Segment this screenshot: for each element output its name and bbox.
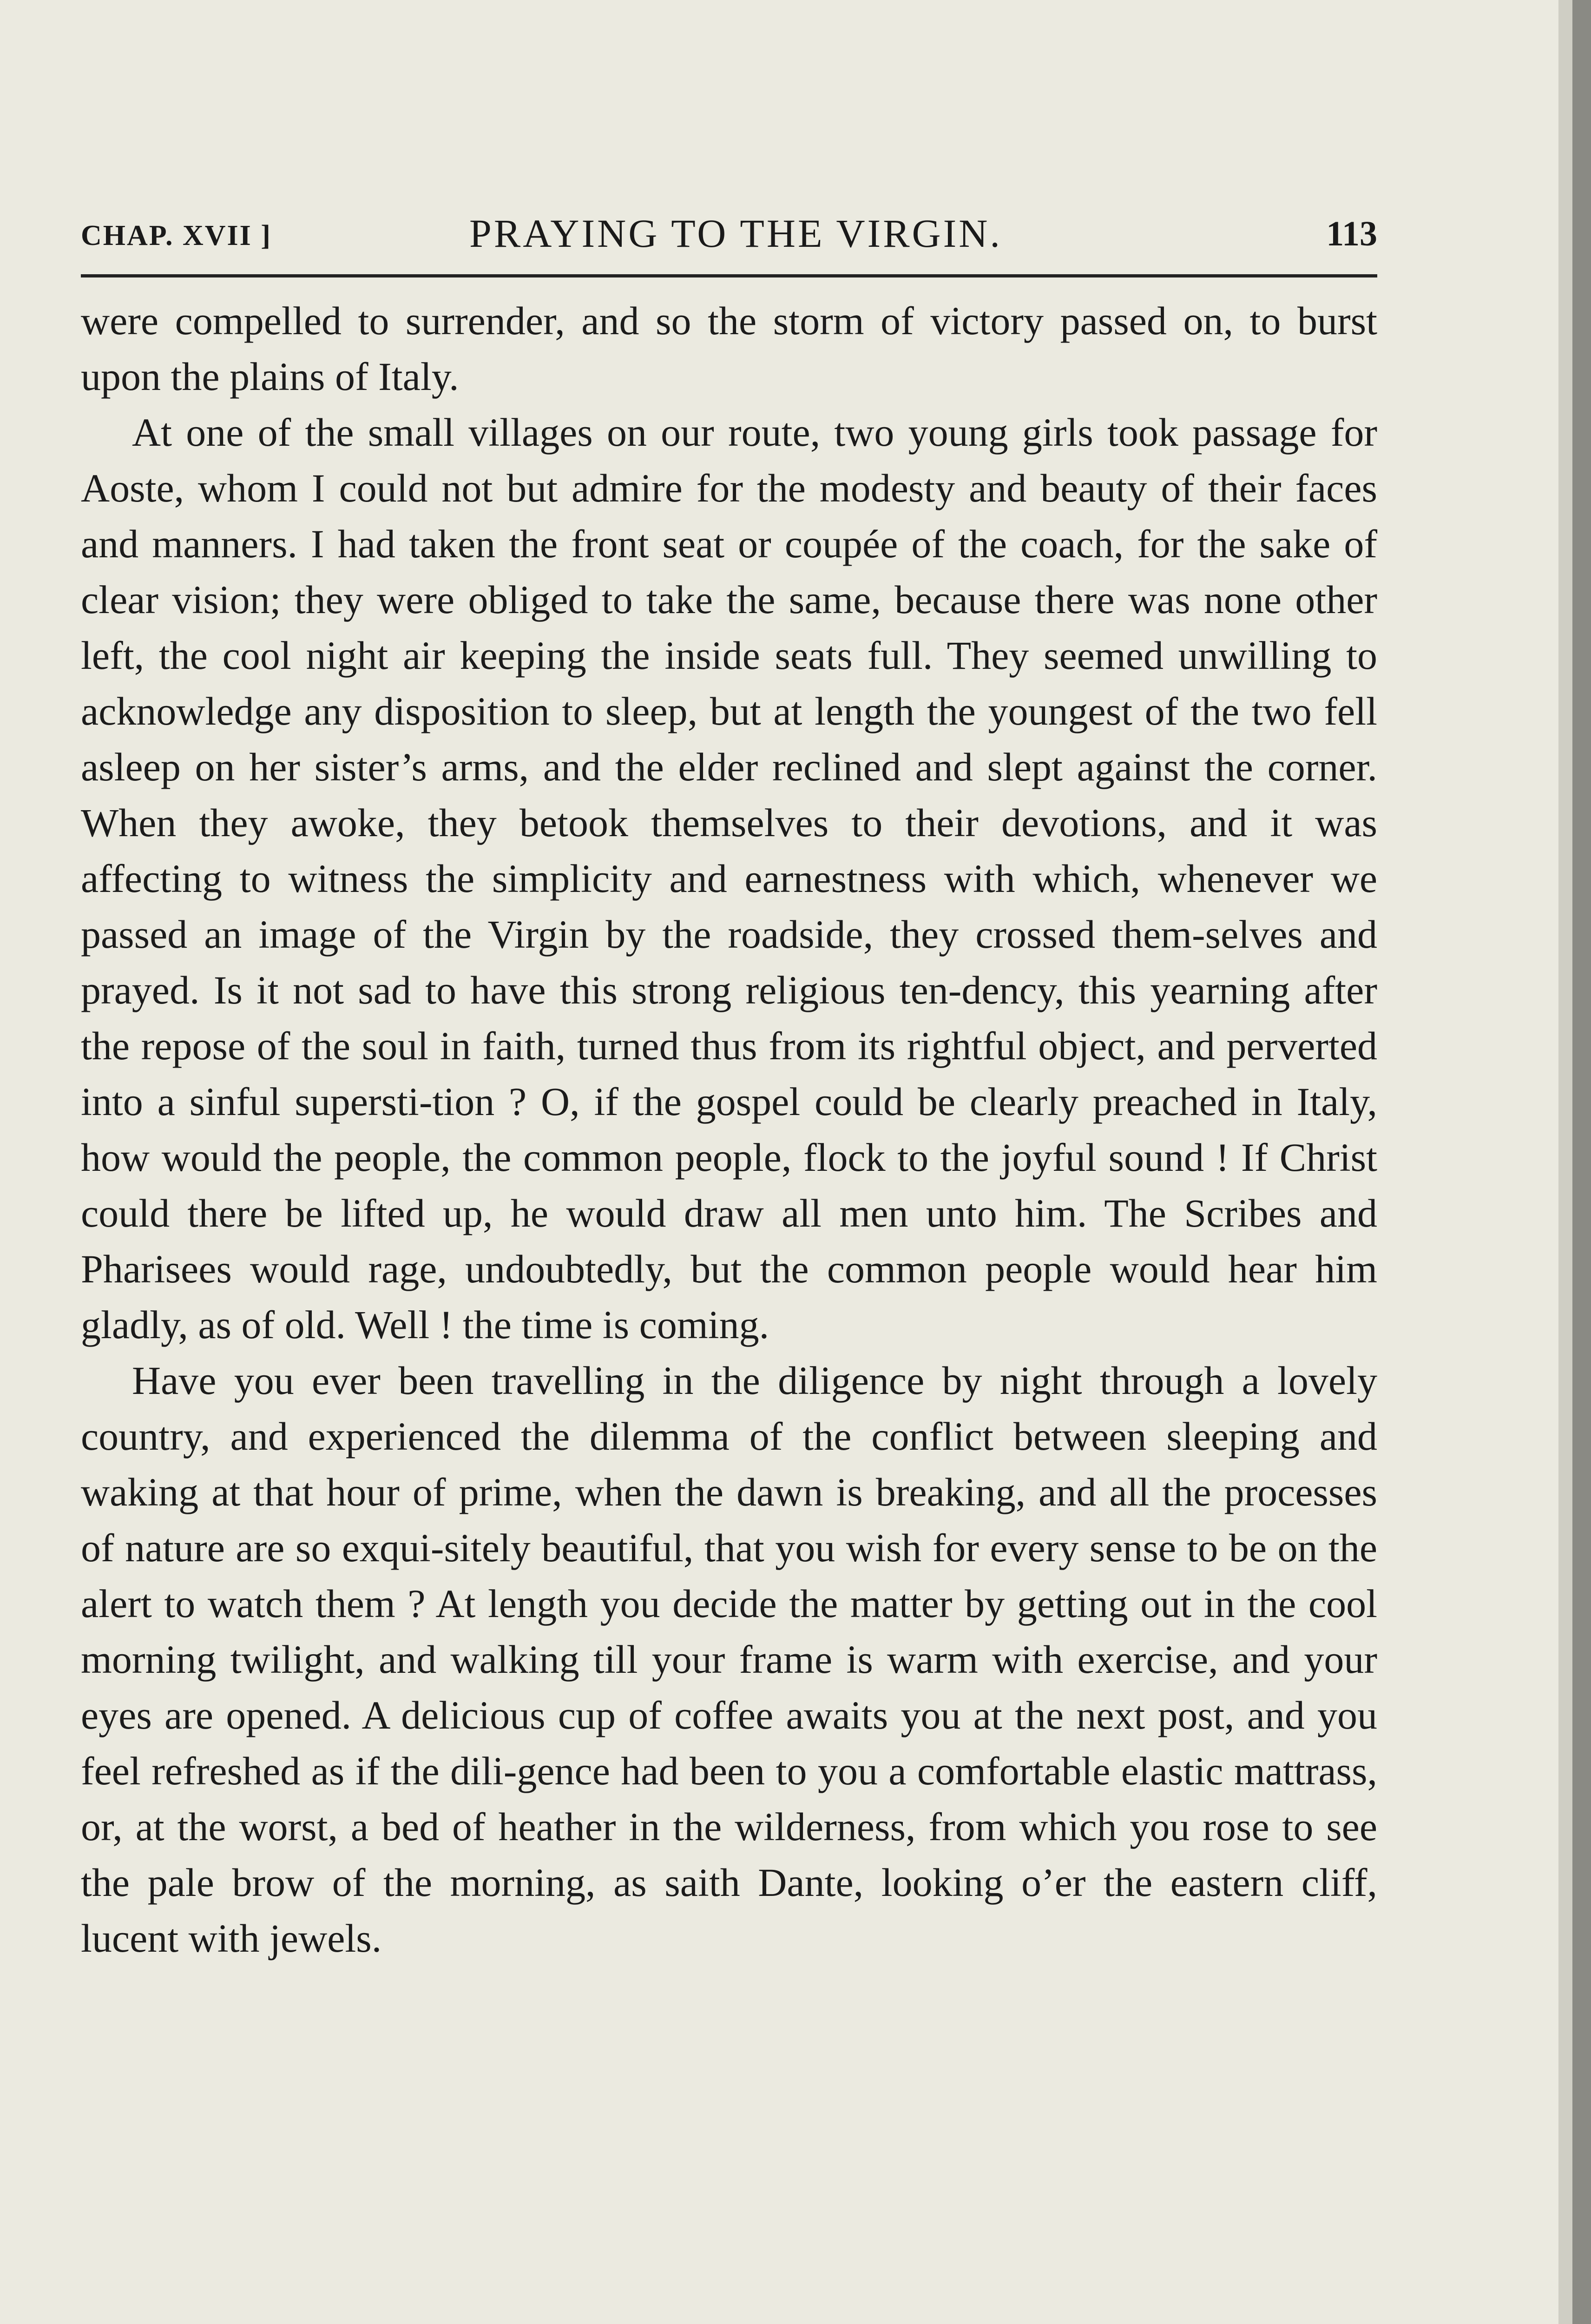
page-edge-shadow (1558, 0, 1572, 2324)
page-number: 113 (1326, 214, 1377, 253)
header-rule (81, 274, 1377, 277)
paragraph-2: At one of the small villages on our route, two young girls took passage for Aoste, whom I could not but admire for the modesty and beauty of their faces and manners. I had taken the front seat or coupée of the coach, for the sake of clear vision; they were obliged to take the same, because there was none other left, the cool night air keeping the inside seats full. They seemed unwilling to acknowledge any disposition to sleep, but at length the youngest of the two fell asleep on her sister’s arms, and the elder reclined and slept against the corner. When they awoke, they betook themselves to their devotions, and it was affecting to witness the simplicity and earnestness with which, whenever we passed an image of the Virgin by the roadside, they crossed them-selves and prayed. Is it not sad to have this strong religious ten-dency, this yearning after the repose of the soul in faith, turned thus from its rightful object, and perverted into a sinful supersti-tion ? O, if the gospel could be clearly preached in Italy, how would the people, the common people, flock to the joyful sound ! If Christ could there be lifted up, he would draw all men unto him. The Scribes and Pharisees would rage, undoubtedly, but the common people would hear him gladly, as of old. Well ! the time is coming. (81, 410, 1377, 1347)
paragraph-3: Have you ever been travelling in the diligence by night through a lovely country, and experienced the dilemma of the conflict between sleeping and waking at that hour of prime, when the dawn is breaking, and all the processes of nature are so exqui-sitely beautiful, that you wish for every sense to be on the alert to watch them ? At length you decide the matter by getting out in the cool morning twilight, and walking till your frame is warm with exercise, and your eyes are opened. A delicious cup of coffee awaits you at the next post, and you feel refreshed as if the dili-gence had been to you a comfortable elastic mattrass, or, at the worst, a bed of heather in the wilderness, from which you rose to see the pale brow of the morning, as saith Dante, looking o’er the eastern cliff, lucent with jewels. (81, 1358, 1377, 1961)
body-text (81, 293, 1377, 1966)
paragraph-1: were compelled to surrender, and so the storm of victory passed on, to burst upon the plains of Italy. (81, 298, 1377, 399)
running-title: PRAYING TO THE VIRGIN. (469, 211, 1002, 256)
running-header (81, 210, 1377, 261)
chapter-label: CHAP. XVII ] (81, 220, 272, 251)
page-edge (1572, 0, 1591, 2324)
